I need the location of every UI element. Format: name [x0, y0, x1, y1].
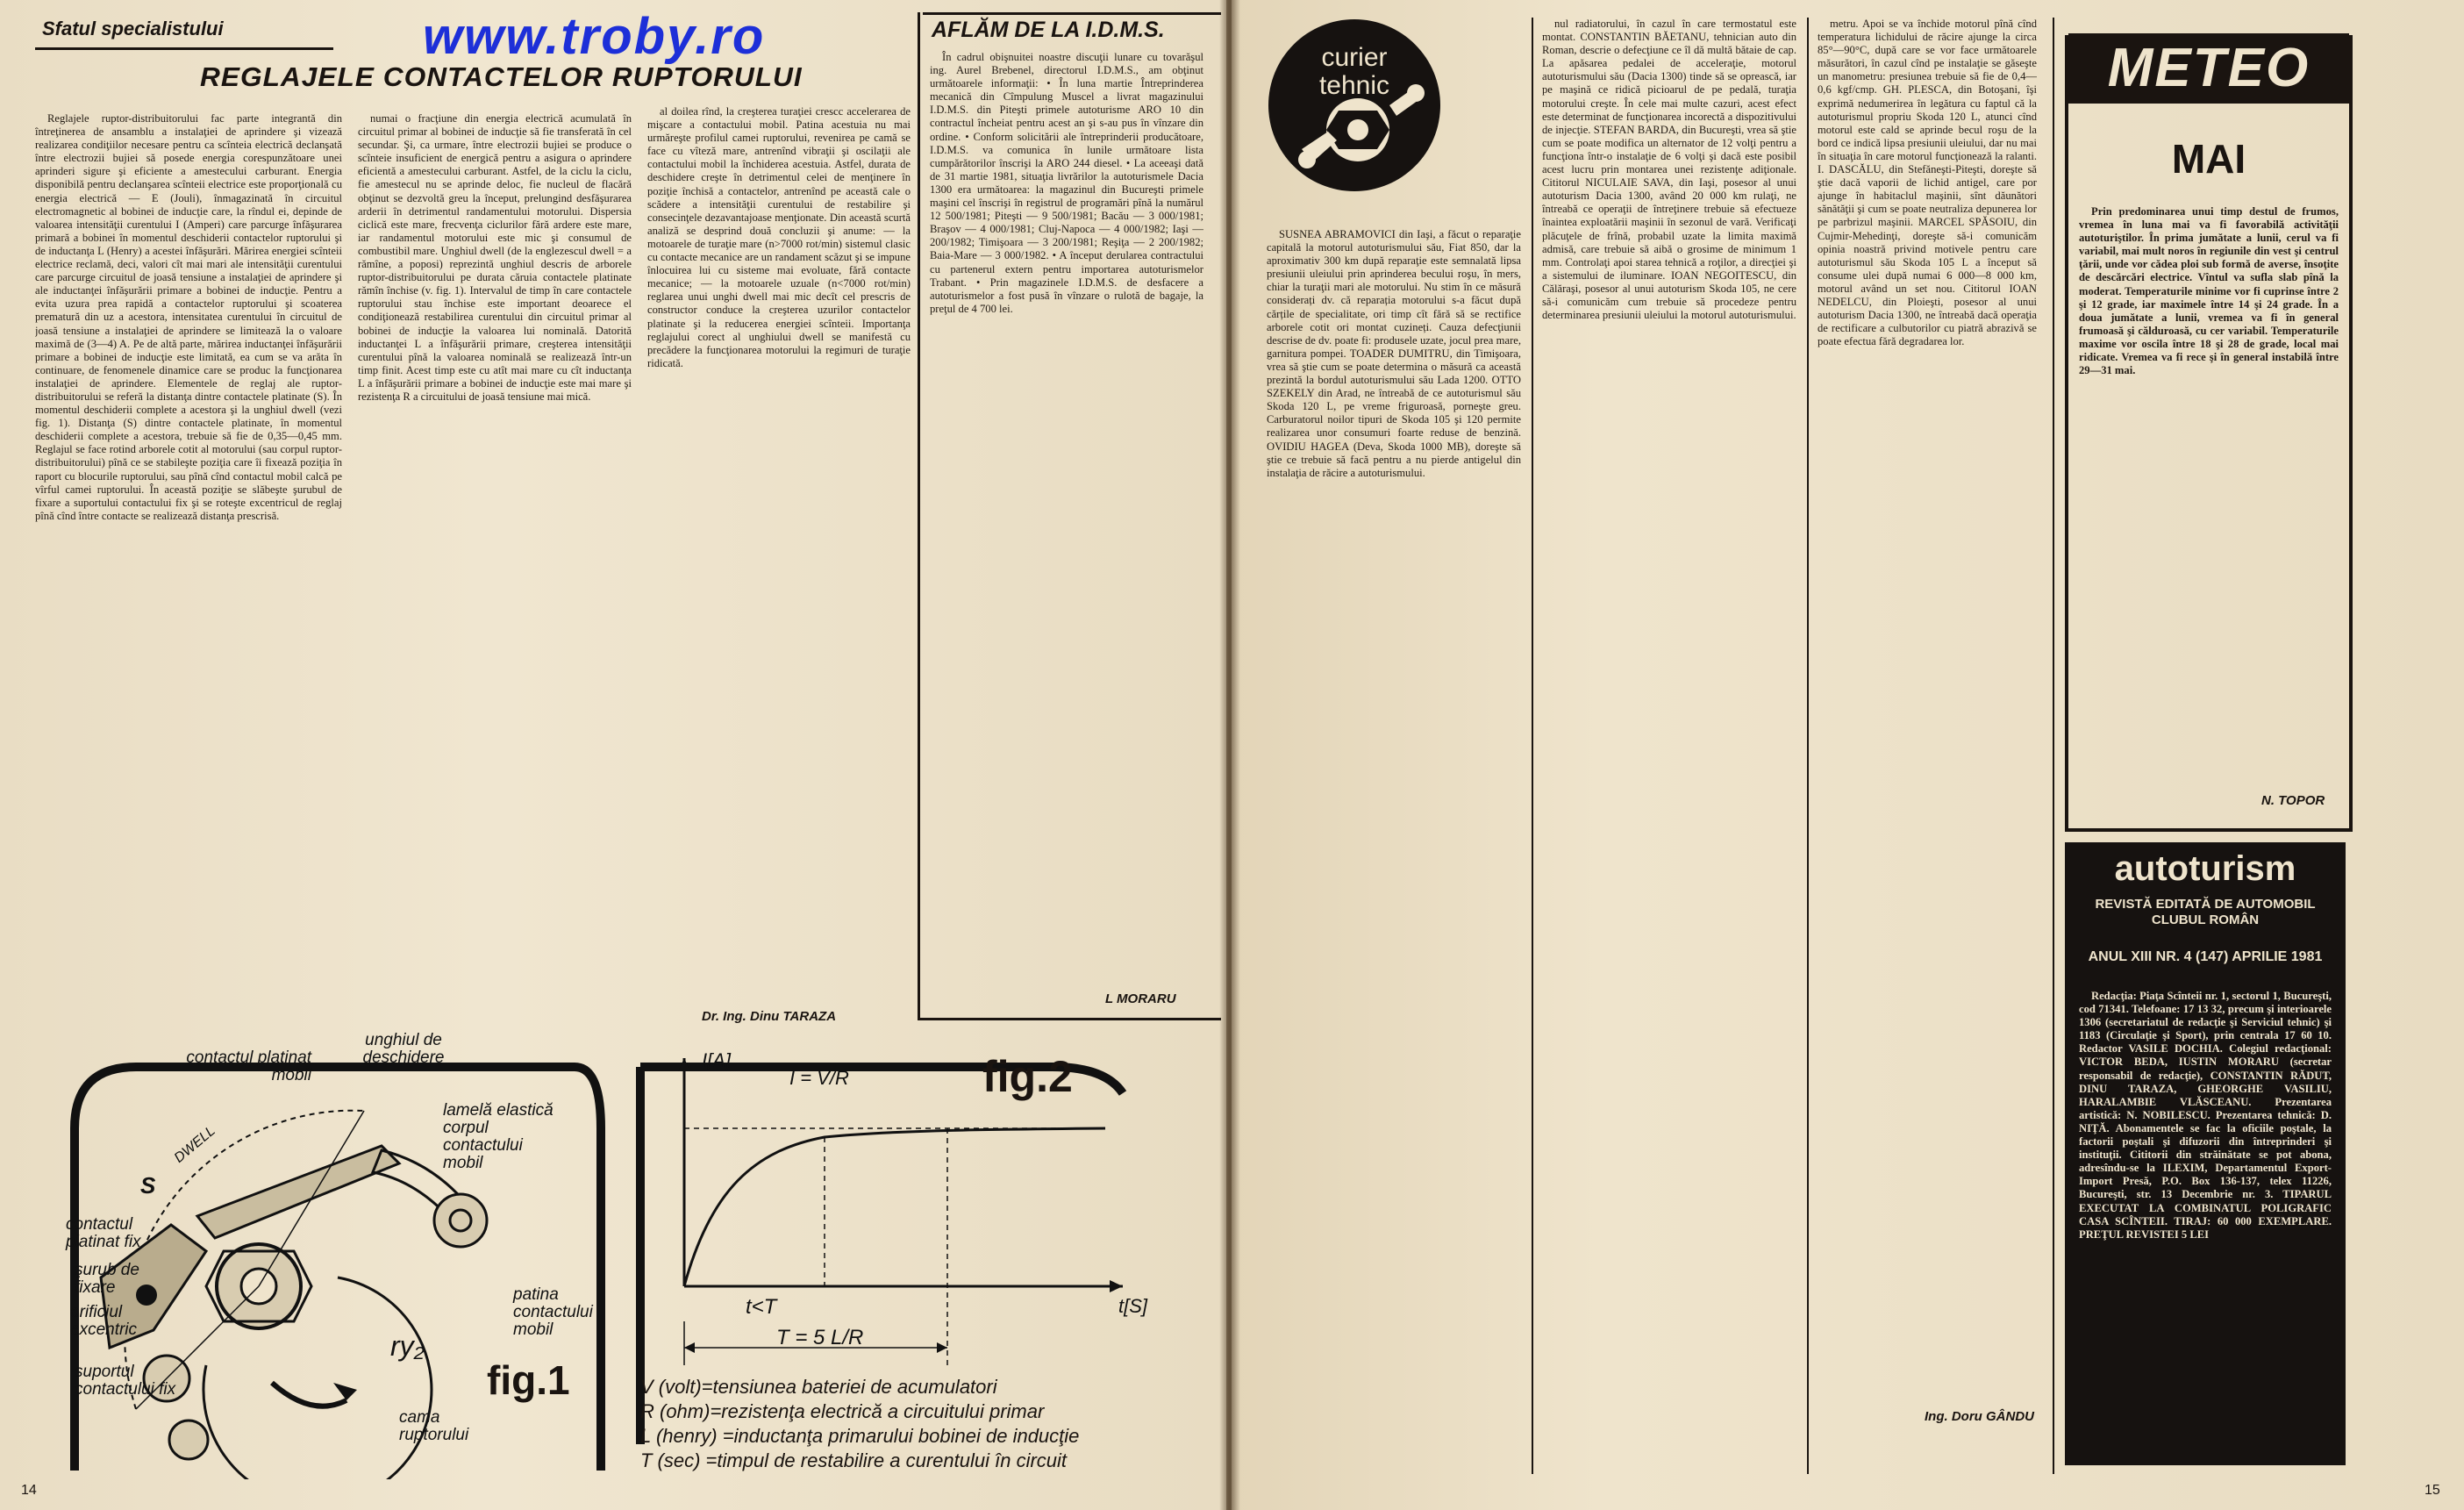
figure-1-drawing	[48, 1032, 610, 1479]
autoturism-text	[2079, 990, 2332, 1455]
meteo-month: MAI	[2171, 136, 2246, 182]
fig1-label-ry2: ry₂	[390, 1330, 425, 1362]
idms-text	[930, 51, 1203, 984]
spine-gutter	[1219, 0, 1240, 1510]
figure-1	[48, 1032, 610, 1479]
right-page	[1232, 0, 2464, 1510]
idms-text-body: În cadrul obişnuitei noastre discuţii lunare cu tovarăşul ing. Aurel Brebenel, directorul I.D.M.S., am obţinut următoarele informaţii: • În luna martie Întreprinderea mecanică din Cîmpulung Muscel a livrat magazinului I.D.M.S. din Piteşti primele autoturisme ARO 10 din contractul încheiat pentru acest an şi s-au pus în vînzare din ordine. • Conform solicitării ale întreprinderii producătoare, I.D.M.S. va comunica în lunile următoare lista cumpărătorilor înscrişi la ARO 244 diesel. • La aceeaşi dată de 31 martie 1981, situaţia livrărilor la autoturismele Dacia 1300 era următoarea: la magazinul din Bucureşti primele maşini cel înscrişi în registrul de programări pînă la numărul 12 500/1981; Piteşti — 9 500/1981; Bacău — 3 000/1981; Braşov — 4 000/1981; Cluj-Napoca — 4 000/1982; Iaşi — 200/1982; Timişoara — 3 200/1981; Reşiţa — 2 200/1982; Baia-Mare — 3 000/1982. • A început derularea contractului cu partenerul extern pentru importarea autoturismelor Trabant. • Prin magazinele I.D.M.S. de desfacere a autoturismelor a fost pusă în vînzare o rulotă de bagaje, la preţul de 4 700 lei.	[930, 51, 1203, 315]
autoturism-subtitle: REVISTĂ EDITATĂ DE AUTOMOBIL CLUBUL ROMÂN	[2095, 897, 2316, 927]
fig2-legend-t: T (sec) =timpul de restabilire a curentului în circuit	[640, 1449, 1068, 1471]
autoturism-box	[2065, 842, 2346, 1465]
article-column-3-text: al doilea rînd, la creşterea turaţiei crescc accelerarea de mişcare a contactului mobil. Patina acestuia nu mai urmăreşte profilul camei ruptorului, revenirea pe camă se face cu vîteză mare, antrenînd vibraţii şi oscilaţii ale contactului mobil la închiderea acestuia. Astfel, durata de deschidere creşte în detrimentul celei de menţinere în poziţie închisă a contactelor, antrenînd pe această cale o scădere a intensităţii curentului de restabilire şi consecinţele dezavantajoase menţionate. Din această scurtă analiză se desprind două concluzii şi anume: — la motoarele de turaţie mare (n>7000 rot/min) sistemul clasic cu contacte mecanice are un randament scăzut şi se impune înlocuirea lui cu sisteme mai evoluate, fără contacte mecanice; — la motoarele uzuale (n<7000 rot/min) reglarea unui unghi dwell mai mic decît cel prescris de constructor conduce la creşterea uzurilor contactelor platinate şi la reducerea energiei scînteii. Importanţa reglajului corect al unghiului dwell se manifestă cu precădere la funcţionarea motorului la regimuri de turaţie ridicată.	[647, 105, 911, 369]
author-signature: Dr. Ing. Dinu TARAZA	[702, 1009, 837, 1024]
mid-divider-3	[2053, 18, 2054, 1474]
watermark-url: www.troby.ro	[423, 8, 766, 65]
meteo-signature: N. TOPOR	[2261, 793, 2325, 808]
autoturism-logo: autoturism	[2114, 849, 2296, 888]
fig1-label-patina: patina contactului mobil	[513, 1285, 593, 1339]
fig1-label-orificiu: orificiul excentric	[70, 1303, 138, 1339]
meteo-box	[2065, 35, 2353, 832]
fig1-label-suport: suportul contactului fix	[75, 1363, 176, 1399]
fig2-legend-r: R (ohm)=rezistenţa electrică a circuitului primar	[640, 1400, 1045, 1422]
article-column-3	[647, 105, 911, 1007]
autoturism-text-body: Redacţia: Piaţa Scînteii nr. 1, sectorul 1, Bucureşti, cod 71341. Telefoane: 17 13 32, precum şi interioarele 1306 (secretariatul de redacţie şi Serviciul tehnic) şi 1183 (Circulaţie şi Sport), prin centrala 17 60 10. Redactor VASILE DOCHIA. Colegiul redacţional: VICTOR BEDA, IUSTIN MORARU (secretar responsabil de redacţie), CONSTANTIN RĂDUT, DINU TARAZA, GHEORGHE VASILIU, HARALAMBIE VLĂSCEANU. Prezentarea artistică: N. NOBILESCU. Prezentarea tehnică: D. NIŢĂ. Abonamentele se fac la oficiile poştale, la factorii poştali şi difuzorii din întreprinderi şi instituţii. Cititorii din străinătate se pot abona, adresîndu-se la ILEXIM, Departamentul Export-Import Presă, P.O. Box 136-137, telex 11226, Bucureşti, str. 13 Decembrie nr. 3. TIPARUL EXECUTAT LA COMBINATUL POLIGRAFIC CASA SCÎNTEII. TIRAJ: 60 000 EXEMPLARE. PREŢUL REVISTEI 5 LEI	[2079, 990, 2332, 1241]
meteo-text	[2079, 205, 2339, 784]
rubric-rule	[35, 47, 333, 50]
curier-tehnic-logo	[1267, 18, 1442, 193]
curier-column-1	[1267, 228, 1521, 1474]
idms-top-rule	[923, 12, 1221, 15]
fig1-label-contact-fix: contactul platinat fix	[66, 1215, 141, 1251]
left-page-number: 14	[21, 1483, 37, 1498]
fig2-t-lt: t<T	[746, 1295, 777, 1319]
rubric-title: Sfatul specialistului	[42, 18, 224, 39]
fig1-label-s: S	[140, 1172, 156, 1199]
figure-2	[632, 1032, 1193, 1479]
fig1-label-contact-mobil: contactul platinat mobil	[186, 1048, 311, 1084]
curier-column-2	[1542, 18, 1796, 1474]
curier-column-3-text: metru. Apoi se va închide motorul pînă cînd temperatura lichidului de răcire ajunge la circa 85°—90°C, după care se vor face următoarele măsurători, în cazul cînd pe instalaţie se găseşte un manometru: presiunea trebuie să fie de 0,4—0,6 kgf/cmp. GH. PLESCA, din Botoşani, îşi exprimă nedumerirea în legătura cu faptul că la autoturismul propriu Skoda 120 L, atunci cînd motorul este cald se aprinde becul roşu de la bord ce indică lipsa presiunii uleiului, dar nu mai în situaţia în care motorul funcţionează la ralanti. I. DASCĂLU, din Stefăneşti-Piteşti, doreşte să ştie dacă vaporii de lichid antigel, care por ajunge în habitaclul maşinii, sînt dăunători sănătăţii şi cum se poate neutraliza depunerea lor pe parbrizul maşinii. MARCEL SPĂSOIU, din Cujmir-Mehedinţi, doreşte să-i comunicăm opinia noastră privind motivele pentru care autoturismul său Skoda 105 L a început să consume ulei după numai 6 000—8 000 km, motorul având un set nou. Cititorul IOAN NEDELCU, din Ploieşti, posesor al unui autoturism Dacia 1300, ne întreabă dacă operaţia de rectificare a culbutorilor cu piatră abrazivă se poate efectua fără degradarea lor.	[1818, 18, 2037, 348]
meteo-logo: METEO	[2068, 33, 2349, 104]
mid-divider-1	[1532, 18, 1533, 1474]
autoturism-issue: ANUL XIII NR. 4 (147) APRILIE 1981	[2088, 949, 2323, 964]
curier-column-2-text: nul radiatorului, în cazul în care termostatul este montat. CONSTANTIN BĂETANU, tehnician auto din Roman, descrie o defecţiune ce îl dă multă bătaie de cap. La apăsarea pedalei de acceleraţie, motorul autoturismului său (Dacia 1300) tinde să se oprească, iar pe maşină ce ridică picioarul de pe pedală, turaţia motorului creşte. În cele mai multe cazuri, acest efect este determinat de funcţionarea incorectă a dispozitivului de injecţie. STEFAN BARDA, din Bucureşti, vrea să ştie cum se poate modifica un alternator de 12 volţi pentru a funcţiona într-o instalaţie de 6 volţi şi dacă este posibil acest lucru prin montarea unei rezistenţe adiţionale. Cititorul NICULAIE SAVA, din Iaşi, posesor al unui autoturism Dacia 1300, având 20 000 km rulaţi, ne întreabă ce operaţii de întreţinere trebuie să efectueze înaintea exploatării maşinii în sezonul de vară. Verificaţi plăcuţele de frînă, probabil uzate la limita maximă admisă, care trebuie să aibă o grosime de minimum 1 mm. Controlaţi apoi starea tehnică a roţilor, a direcţiei şi a sistemului de iluminare. IOAN NEGOITESCU, din Călăraşi, posesor al unui autoturism Skoda 105, ne cere să-i comunicăm cum trebuie să procedeze pentru determinarea presiunii uleiului la motorul autoturismului.	[1542, 18, 1796, 322]
fig2-legend-l: L (henry) =inductanţa primarului bobinei de inducţie	[640, 1425, 1080, 1447]
idms-signature: L MORARU	[1105, 991, 1176, 1006]
curier-signature: Ing. Doru GÂNDU	[1925, 1409, 2034, 1424]
idms-left-rule	[918, 12, 920, 1020]
curier-tehnic-title: curier tehnic	[1318, 43, 1390, 100]
fig1-label-surub: şurub de fixare	[75, 1261, 139, 1297]
article-title: REGLAJELE CONTACTELOR RUPTORULUI	[200, 61, 803, 92]
fig2-legend-v: V (volt)=tensiunea bateriei de acumulatori	[640, 1376, 997, 1398]
fig2-ylabel: I[A]	[702, 1049, 732, 1071]
fig2-formula-top: I = V/R	[789, 1067, 849, 1089]
left-page	[0, 0, 1226, 1510]
fig2-caption: fig.2	[982, 1052, 1073, 1101]
mid-divider-2	[1807, 18, 1809, 1474]
idms-bottom-rule	[918, 1018, 1221, 1020]
idms-title: AFLĂM DE LA I.D.M.S.	[932, 18, 1165, 42]
meteo-text-body: Prin predominarea unui timp destul de frumos, vremea în luna mai va fi favorabilă activităţii autoturiştilor. În prima jumătate a lunii, cerul va fi variabil, mai mult noros în regiunile din vest şi centrul ţării, unde vor cădea ploi sub formă de averse, însoţite de descărcări electrice. Vîntul va sufla slab pînă la moderat. Temperaturile minime vor fi cuprinse între 2 şi 12 grade, iar maximele între 14 şi 24 grade. În a doua jumătate a lunii, vremea va fi în general frumoasă şi călduroasă, cu cer variabil. Temperaturile maxime vor oscila între 18 şi 28 de grade, local mai ridicate. Vremea va fi rece şi în general instabilă între 29—31 mai.	[2079, 205, 2339, 377]
article-column-2-text: numai o fracţiune din energia electrică acumulată în circuitul primar al bobinei de inducţie să fie transferată în cel secundar. Şi, ca urmare, între electrozii bujiei se produce o scînteie insuficient de energică pentru a asigura o aprindere eficientă a amestecului carburant. Astfel, de la ciclu la ciclu, fie amestecul nu se aprinde deloc, fie nucleul de flacără obţinut se dezvoltă greu la început, prelungind desfăşurarea arderii în detrimentul randamentului motorului. Dispersia ciclică este mare, frecvenţa ciclurilor fără ardere este mare, iar randamentul motorului este mic şi consumul de combustibil mare. Unghiul dwell (de la englezescul dwell = a rămîne, a poposi) reprezintă unghiul descris de arborele ruptor-distribuitorului pe durata căruia contactele platinate rămîn închise (v. fig. 1). Intervalul de timp în care contactele ruptorului stau închise este important deoarece el condiţionează restabilirea curentului din circuitul primar al bobinei de inducţie la valoarea lui nominală. Datorită inductanţei L a înfăşurării primare, creşterea intensităţii curentului pînă la valoarea nominală se realizează într-un timp finit. Acest timp este cu atît mai mare cu cît inductanţa L a înfăşurării primare a bobinei de inducţie este mai mare şi rezistenţa R a circuitului de joasă tensiune mai mică.	[358, 112, 632, 403]
curier-column-1-text: SUSNEA ABRAMOVICI din Iaşi, a făcut o reparaţie capitală la motorul autoturismului său, Fiat 850, dar la aproximativ 300 km după reparaţie este semnalată lipsa presiunii uleiului prin aprinderea becului roşu, în mers, chiar la turaţii mari ale motorului. Nu stim în ce măsură considerați dv. că reparația motorului s-a făcut după cărțile de specialitate, ori timp cît fără să se rectifice arborele cotit ori montat cuzineți. Cauza defecţiunii descrise de dv. poate fi: produsele uzate, jocul prea mare, garnitura pompei. TOADER DUMITRU, din Timişoara, vrea să ştie cum se poate determina o măsură ca această prezintă la bordul autoturismului său Lada 1200. OTTO SZEKELY din Arad, ne întreabă de ce autoturismul său Skoda 120 L, pe vreme friguroasă, porneşte greu. Carburatorul noilor tipuri de Skoda 105 şi 120 permite realizarea unor consumuri foarte reduse de benzină. OVIDIU HAGEA (Deva, Skoda 1000 MB), doreşte să ştie ce trebuie să facă pentru a nu pierde antigelul din instalaţia de răcire a autoturismului.	[1267, 228, 1521, 479]
article-column-1-text: Reglajele ruptor-distribuitorului fac parte integrantă din întreţinerea de ansamblu a instalaţiei de aprindere şi vizează realizarea condiţiilor necesare pentru ca scînteia electrică declanşată între electrozii bujiei să posede energia corespunzătoare unei aprinderi sigure şi eficiente a amestecului carburant. Energia disponibilă pentru declanşarea scînteii electrice este proporţională cu energia electrică — E (Jouli), înmagazinată în circuitul electromagnetic al bobinei de inducţie care, la rîndul ei, depinde de valoarea intensităţii curentului I (Amperi) care parcurge înfăşurarea primară a bobinei în momentul deschiderii contactelor ruptorului şi de inductanţa L (Henry) a acestei înfăşurări. Mărirea energiei scînteii electrice reclamă, deci, valori cît mai mari ale intensităţii curentului care parcurge circuitul de joasă tensiune a instalaţiei de aprindere şi ale inductanţei înfăşurării primare a bobinei de inducţie. Pentru a evita uzura prea rapidă a contactelor ruptorului şi scoaterea prematură din uz a acestora, intensitatea curentului în circuitul de joasă tensiune a instalaţiei de aprindere se limitează la o valoare maximă de (3—4) A. Pe de altă parte, mărirea inductanţei înfăşurării primare a bobinei de inducţie este limitată, ea cum se va arăta în continuare, de fenomenele dinamice care se produc la funcţionarea instalaţiei de aprindere. Elementele de reglaj ale ruptor-distribuitorului se referă la distanţa dintre contactele platinate (S). În momentul deschiderii complete a acestora şi la unghiul dwell (vezi fig. 1). Distanţa (S) dintre contactele platinate, în momentul deschiderii complete a acestora, trebuie să fie de 0,35—0,45 mm. Reglajul se face rotind arborele cotit al motorului (sau corpul ruptor-distribuitorului) pînă ce se stabileşte poziţia care îi fixează poziţia în raport cu blocurile ruptorului, sau pînă cînd contactul mobil calcă pe vîrful camei ruptorului. În această poziţie se slăbeşte şurubul de fixare a suportului contactului fix şi se roteşte excentricul de reglaj pînă cînd între contacte se realizează distanţa prescrisă.	[35, 112, 342, 522]
fig2-t-axis: t[S]	[1118, 1295, 1148, 1317]
fig1-caption: fig.1	[487, 1357, 570, 1403]
fig2-formula-bottom: T = 5 L/R	[776, 1326, 864, 1349]
article-column-1	[35, 112, 342, 1028]
article-column-2	[358, 112, 632, 1007]
right-page-number: 15	[2425, 1483, 2440, 1498]
fig1-label-lamela: lamelă elastică corpul contactului mobil	[443, 1101, 554, 1172]
curier-column-3	[1818, 18, 2037, 1404]
fig1-label-dwell: DWELL	[171, 1123, 218, 1166]
fig1-label-unghi: unghiul de deschidere	[362, 1031, 445, 1067]
fig1-label-cama: cama ruptorului	[399, 1408, 469, 1444]
